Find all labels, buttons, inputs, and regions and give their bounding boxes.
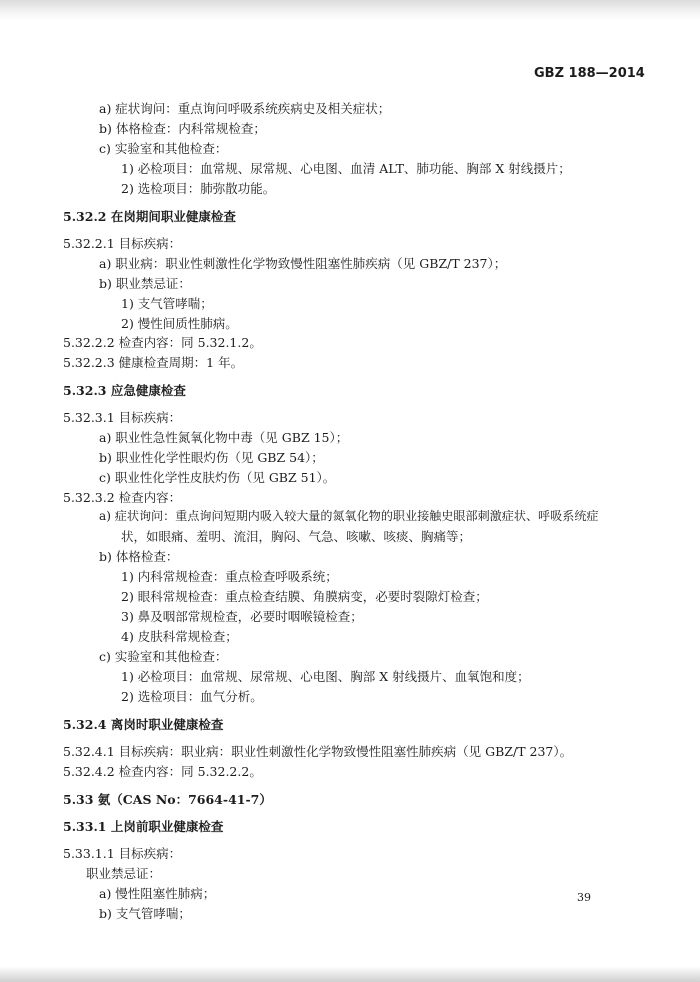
text-line: 5.32.3.2 检查内容： [63, 490, 182, 505]
section-heading: 5.32.4 离岗时职业健康检查 [63, 717, 224, 732]
section-heading: 5.33.1 上岗前职业健康检查 [63, 819, 224, 834]
text-line: a) 职业病：职业性刺激性化学物致慢性阻塞性肺疾病（见 GBZ/T 237）； [99, 256, 507, 271]
text-line: 5.32.4.1 目标疾病：职业病：职业性刺激性化学物致慢性阻塞性肺疾病（见 GBZ/T 237）。 [63, 744, 573, 759]
text-line: 5.32.3.1 目标疾病： [63, 410, 182, 425]
text-line: b) 职业禁忌证： [99, 276, 191, 291]
section-heading: 5.32.2 在岗期间职业健康检查 [63, 209, 236, 224]
standard-code-header: GBZ 188—2014 [534, 66, 645, 81]
text-line: 5.32.2.2 检查内容：同 5.32.1.2。 [63, 335, 262, 350]
text-line: 职业禁忌证： [86, 866, 162, 881]
text-line: 5.33.1.1 目标疾病： [63, 846, 182, 861]
scan-top-edge [0, 0, 700, 22]
text-line: 1) 支气管哮喘； [121, 296, 213, 311]
text-line: c) 实验室和其他检查： [99, 141, 228, 156]
text-line: b) 支气管哮喘； [99, 906, 191, 921]
text-line: a) 症状询问：重点询问呼吸系统疾病史及相关症状； [99, 101, 391, 116]
text-line: b) 体格检查：内科常规检查； [99, 121, 266, 136]
text-line: b) 职业性化学性眼灼伤（见 GBZ 54）； [99, 450, 324, 465]
text-line: 2) 慢性间质性肺病。 [121, 316, 238, 331]
text-line: 5.32.2.3 健康检查周期：1 年。 [63, 355, 244, 370]
text-line: 状，如眼痛、羞明、流泪，胸闷、气急、咳嗽、咳痰、胸痛等； [121, 529, 472, 544]
text-line: c) 实验室和其他检查： [99, 649, 228, 664]
text-line: 2) 眼科常规检查：重点检查结膜、角膜病变，必要时裂隙灯检查； [121, 589, 488, 604]
page-number: 39 [577, 891, 591, 904]
text-line: 4) 皮肤科常规检查； [121, 629, 238, 644]
text-line: a) 职业性急性氮氧化物中毒（见 GBZ 15）； [99, 430, 349, 445]
section-heading: 5.32.3 应急健康检查 [63, 383, 186, 398]
text-line: 3) 鼻及咽部常规检查，必要时咽喉镜检查； [121, 609, 363, 624]
text-line: 1) 必检项目：血常规、尿常规、心电图、血清 ALT、肺功能、胸部 X 射线摄片； [121, 161, 571, 176]
text-line: 2) 选检项目：血气分析。 [121, 689, 263, 704]
text-line: 2) 选检项目：肺弥散功能。 [121, 181, 276, 196]
section-heading: 5.33 氨（CAS No：7664-41-7） [63, 792, 272, 807]
text-line: 1) 必检项目：血常规、尿常规、心电图、胸部 X 射线摄片、血氧饱和度； [121, 669, 530, 684]
text-line: b) 体格检查： [99, 549, 179, 564]
text-line: c) 职业性化学性皮肤灼伤（见 GBZ 51）。 [99, 470, 336, 485]
text-line: 5.32.4.2 检查内容：同 5.32.2.2。 [63, 764, 262, 779]
text-line: 1) 内科常规检查：重点检查呼吸系统； [121, 569, 338, 584]
text-line: 5.32.2.1 目标疾病： [63, 236, 182, 251]
text-line: a) 慢性阻塞性肺病； [99, 886, 216, 901]
text-line: a) 症状询问：重点询问短期内吸入较大量的氮氧化物的职业接触史眼部刺激症状、呼吸系统症 [99, 509, 599, 523]
scan-bottom-edge [0, 966, 700, 982]
